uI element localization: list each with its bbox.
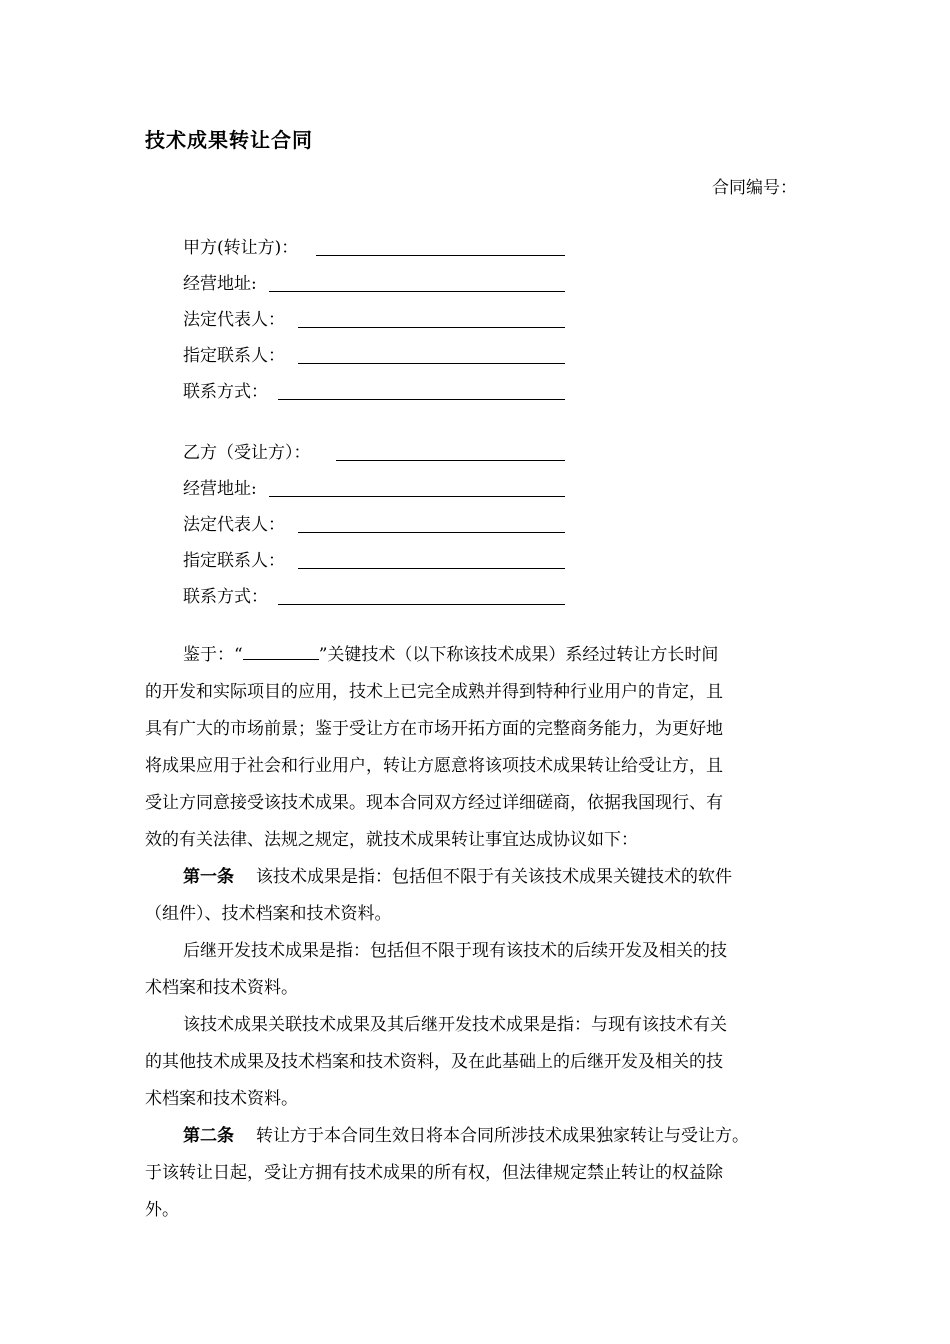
party-a-name-blank[interactable] [316,255,565,256]
article-1-para-3-line-3: 术档案和技术资料。 [145,1089,298,1109]
party-b-address-field [183,475,257,499]
party-a-contact-field [183,342,285,366]
party-a-phone-label: 联系方式： [183,382,268,402]
article-2-text: 转让方于本合同生效日将本合同所涉技术成果独家转让与受让方。 [256,1126,749,1146]
party-a-contact-label: 指定联系人： [183,346,285,366]
party-b-contact-label: 指定联系人： [183,551,285,571]
party-a-address-label: 经营地址: [183,274,257,294]
party-a-contact-blank[interactable] [298,363,565,364]
article-1-line-1 [183,865,732,889]
party-b-contact-field [183,547,285,571]
article-1-para-2-line-2: 术档案和技术资料。 [145,978,298,998]
article-1-heading: 第一条 [183,867,234,887]
recital-line-6: 效的有关法律、法规之规定，就技术成果转让事宜达成协议如下： [145,830,638,850]
recital-line-4: 将成果应用于社会和行业用户，转让方愿意将该项技术成果转让给受让方，且 [145,756,723,776]
party-b-name-label: 乙方（受让方）： [183,443,311,463]
party-b-rep-blank[interactable] [298,532,565,533]
party-a-address-field [183,270,257,294]
recital-suffix: ”关键技术（以下称该技术成果）系经过转让方长时间 [318,645,719,665]
party-b-address-blank[interactable] [269,496,565,497]
party-a-phone-blank[interactable] [278,399,565,400]
party-a-rep-blank[interactable] [298,327,565,328]
recital-line-3: 具有广大的市场前景；鉴于受让方在市场开拓方面的完整商务能力，为更好地 [145,719,723,739]
party-a-phone-field [183,378,268,402]
technology-name-blank[interactable] [243,643,319,660]
article-2-line-2: 于该转让日起，受让方拥有技术成果的所有权，但法律规定禁止转让的权益除 [145,1163,723,1183]
party-a-rep-label: 法定代表人： [183,310,285,330]
party-b-phone-blank[interactable] [278,604,565,605]
party-a-name-label: 甲方(转让方)： [183,238,299,258]
article-2-heading: 第二条 [183,1126,234,1146]
article-1-para-3-line-2: 的其他技术成果及技术档案和技术资料，及在此基础上的后继开发及相关的技 [145,1052,723,1072]
recital-prefix: 鉴于：“ [183,645,243,665]
page-title: 技术成果转让合同 [145,128,313,152]
contract-number-label: 合同编号： [712,178,797,198]
article-1-para-2-line-1: 后继开发技术成果是指：包括但不限于现有该技术的后续开发及相关的技 [183,941,727,961]
article-2-line-3: 外。 [145,1200,179,1220]
recital-line-5: 受让方同意接受该技术成果。现本合同双方经过详细磋商，依据我国现行、有 [145,793,723,813]
recital-line-1 [183,643,718,667]
article-1-text: 该技术成果是指：包括但不限于有关该技术成果关键技术的软件 [256,867,732,887]
party-a-rep-field [183,306,285,330]
party-a-name-field [183,234,298,258]
article-1-line-2: （组件）、技术档案和技术资料。 [145,904,392,924]
party-b-name-blank[interactable] [336,460,565,461]
party-b-name-field [183,439,311,463]
party-b-phone-field [183,583,268,607]
article-1-para-3-line-1: 该技术成果关联技术成果及其后继开发技术成果是指：与现有该技术有关 [183,1015,727,1035]
recital-line-2: 的开发和实际项目的应用，技术上已完全成熟并得到特种行业用户的肯定，且 [145,682,723,702]
party-b-rep-label: 法定代表人： [183,515,285,535]
party-b-phone-label: 联系方式： [183,587,268,607]
party-b-contact-blank[interactable] [298,568,565,569]
party-a-address-blank[interactable] [269,291,565,292]
party-b-rep-field [183,511,285,535]
article-2-line-1 [183,1124,749,1148]
party-b-address-label: 经营地址: [183,479,257,499]
